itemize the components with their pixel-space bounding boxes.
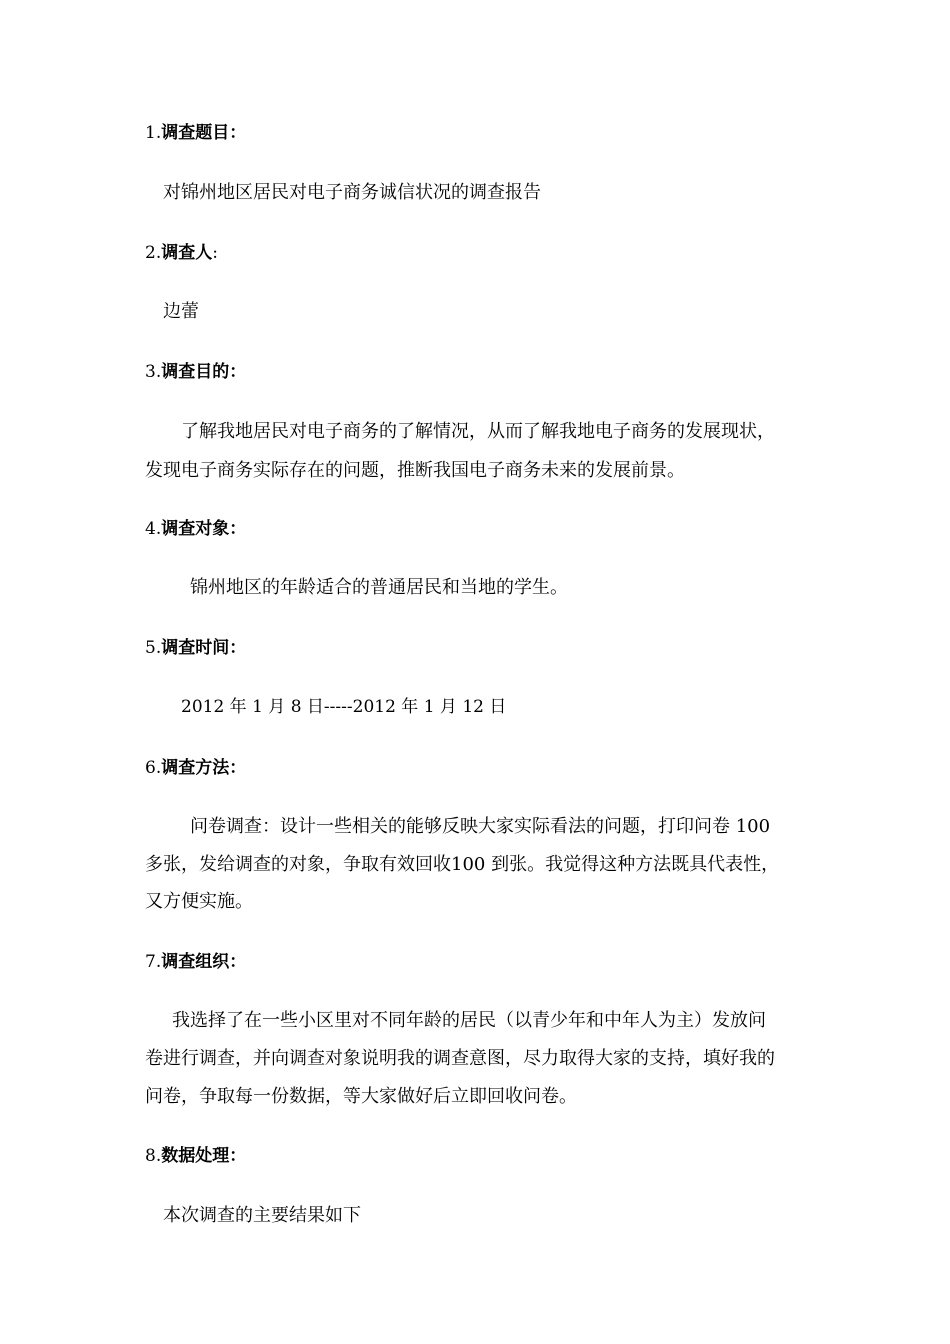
section-number: 5. bbox=[145, 638, 162, 658]
section-title: 调查时间： bbox=[161, 638, 247, 658]
section-heading-7 bbox=[145, 950, 246, 974]
section-heading-6 bbox=[145, 756, 246, 780]
section-heading-1 bbox=[145, 121, 246, 145]
section-3-line-1: 了解我地居民对电子商务的了解情况，从而了解我地电子商务的发展现状， bbox=[181, 421, 775, 442]
section-heading-3 bbox=[145, 360, 246, 384]
section-3-line-2: 发现电子商务实际存在的问题，推断我国电子商务未来的发展前景。 bbox=[145, 460, 685, 481]
section-6-line-3: 又方便实施。 bbox=[145, 891, 253, 912]
section-number: 7. bbox=[145, 952, 162, 972]
section-number: 1. bbox=[145, 123, 162, 143]
section-4-line-1: 锦州地区的年龄适合的普通居民和当地的学生。 bbox=[190, 577, 568, 598]
section-number: 8. bbox=[145, 1146, 162, 1166]
section-title: 调查目的： bbox=[161, 362, 247, 382]
section-7-line-2: 卷进行调查，并向调查对象说明我的调查意图，尽力取得大家的支持，填好我的 bbox=[145, 1048, 775, 1069]
section-2-line-1: 边蕾 bbox=[163, 301, 199, 322]
section-6-line-2: 多张，发给调查的对象，争取有效回收100 到张。我觉得这种方法既具代表性， bbox=[145, 854, 780, 875]
section-number: 3. bbox=[145, 362, 162, 382]
section-1-line-1: 对锦州地区居民对电子商务诚信状况的调查报告 bbox=[163, 182, 541, 203]
section-title: 调查题目： bbox=[161, 123, 247, 143]
section-6-line-1: 问卷调查：设计一些相关的能够反映大家实际看法的问题，打印问卷 100 bbox=[190, 816, 771, 837]
section-title: 调查人 bbox=[161, 243, 213, 263]
section-number: 2. bbox=[145, 243, 162, 263]
section-number: 6. bbox=[145, 758, 162, 778]
section-title: 调查对象： bbox=[161, 519, 247, 539]
section-title: 调查组织： bbox=[161, 952, 247, 972]
section-number: 4. bbox=[145, 519, 162, 539]
section-7-line-3: 问卷，争取每一份数据，等大家做好后立即回收问卷。 bbox=[145, 1086, 577, 1107]
section-8-line-1: 本次调查的主要结果如下 bbox=[163, 1205, 361, 1226]
section-heading-2 bbox=[145, 241, 218, 265]
section-heading-8 bbox=[145, 1144, 246, 1168]
section-7-line-1: 我选择了在一些小区里对不同年龄的居民（以青少年和中年人为主）发放问 bbox=[172, 1010, 766, 1031]
section-heading-4 bbox=[145, 517, 246, 541]
section-title: 调查方法： bbox=[161, 758, 247, 778]
section-5-line-1: 2012 年 1 月 8 日-----2012 年 1 月 12 日 bbox=[181, 697, 507, 717]
section-title: 数据处理： bbox=[161, 1146, 247, 1166]
section-heading-5 bbox=[145, 636, 246, 660]
section-title-colon: : bbox=[212, 243, 218, 263]
